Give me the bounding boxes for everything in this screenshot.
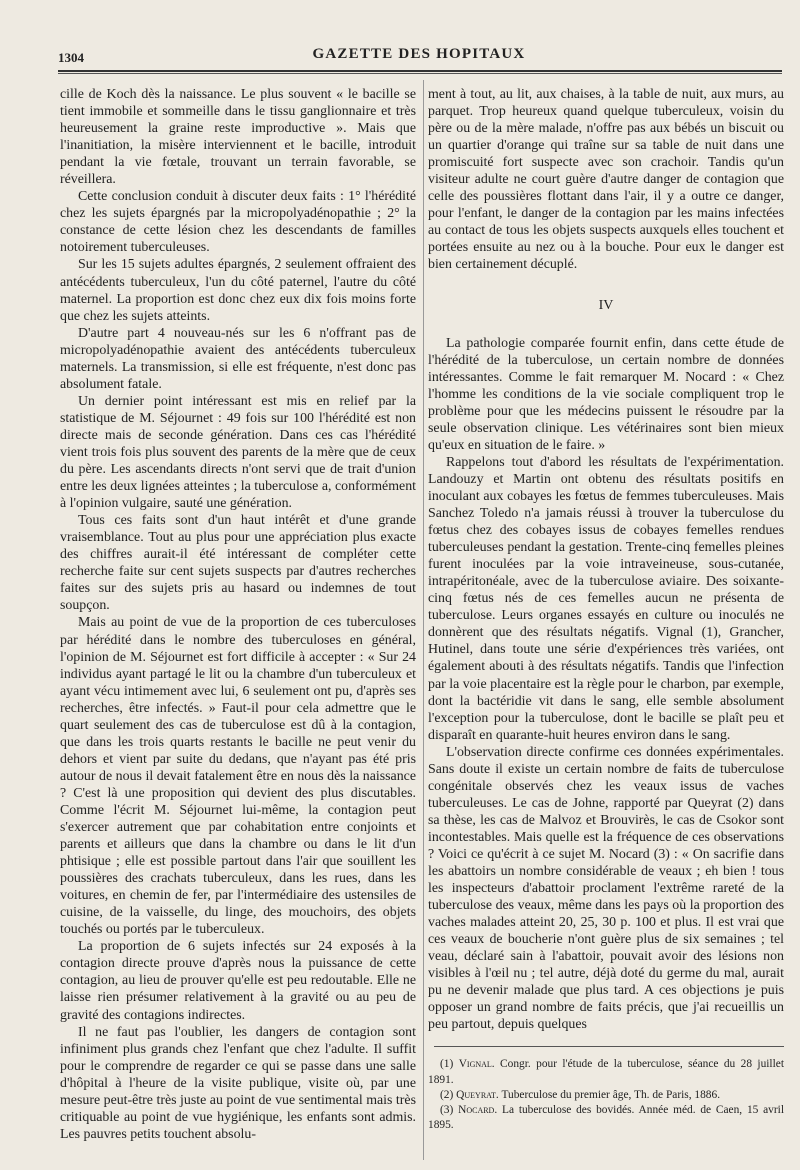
header-rule-thin <box>58 73 782 74</box>
footnote-text: La tuberculose des bovidés. Année méd. de Caen, 15 avril 1895. <box>428 1104 785 1132</box>
footnote-text: Congr. pour l'étude de la tuberculose, séance du 28 juillet 1891. <box>428 1058 784 1086</box>
footnote-number: (2) <box>440 1088 454 1101</box>
paragraph: Un dernier point intéressant est mis en relief par la statistique de M. Séjournet : 49 fois sur 100 l'hérédité est non directe mais de seconde génération. Dans ces cas l'hérédité vient trois fois plus souvent des parents de la mère que de ceux du père. Les ascendants directs n'ont servi que de trait d'union entre les deux lignées atteintes ; la tuberculose a, conformément à l'opinion vulgaire, sauté une génération. <box>60 393 416 512</box>
footnote-number: (3) <box>440 1104 454 1117</box>
footnote-author: Nocard. <box>458 1104 498 1117</box>
paragraph: Sur les 15 sujets adultes épargnés, 2 seulement offraient des antécédents tuberculeux, l'un du côté paternel, l'autre du côté maternel. La proportion est donc chez eux dix fois moins forte que chez les sujets atteints. <box>60 257 416 324</box>
paragraph: ment à tout, au lit, aux chaises, à la table de nuit, aux murs, au parquet. Trop heureux quand quelque tuberculeux, voisin du père ou de la mère malade, n'offre pas aux bébés un biscuit ou un quartier d'orange qui traîne sur sa table de nuit dans une promiscuité fort suspecte avec son crachoir. Tandis qu'un visiteur adulte ne court guère d'autre danger de contagion que celle des poussières flottant dans l'air, il y a outre ce danger, pour l'enfant, le danger de la contagion par les mains infectées au contact de tous les objets suspects auxquels elles touchent et portées ensuite au nez ou à la bouche. Pour eux le danger est bien certainement décuplé. <box>428 87 784 273</box>
paragraph: La proportion de 6 sujets infectés sur 24 exposés à la contagion directe prouve d'après nous la puissance de cette contagion, au lieu de prouver qu'elle est peu redoutable. Elle ne laisse rien présumer relativement à la gravité ou au peu de gravité des contagions indirectes. <box>60 939 416 1023</box>
running-title: GAZETTE DES HOPITAUX <box>312 46 526 62</box>
header-rule <box>58 70 782 72</box>
footnote-author: Queyrat. <box>456 1088 499 1101</box>
footnote <box>428 1088 784 1103</box>
left-column <box>60 86 416 1143</box>
paragraph: Mais au point de vue de la proportion de ces tuberculoses par hérédité dans le nombre des tuberculoses en général, l'opinion de M. Séjournet est fort difficile à accepter : « Sur 24 individus ayant partagé le lit ou la chambre d'un tuberculeux et ayant vécu intimement avec lui, 6 seulement ont pu, d'après ses recherches, être infectés. » Faut-il pour cela admettre que le quart seulement des cas de tuberculose est dû à la contagion, que dans les trois quarts restants le bacille ne peut venir du dehors et vient par suite du dedans, que n'ayant pas été pris autour de nous il devait fatalement être en nous dès la naissance ? C'est là une proposition qui devient des plus discutables. Comme l'écrit M. Séjournet lui-même, la contagion peut s'exercer autrement que par cohabitation entre conjoints et parents et ailleurs que dans la chambre ou dans le lit d'un phtisique ; elle est possible partout dans l'air que souillent les poussières des crachats tuberculeux, dans les rues, dans les voitures, en chemin de fer, par l'intermédiaire des ustensiles de cuisine, de la vaisselle, du linge, des mouchoirs, des objets touchés ou portés par le tuberculeux. <box>60 615 416 938</box>
paragraph: Cette conclusion conduit à discuter deux faits : 1° l'hérédité chez les sujets épargnés par la micropolyadénopathie ; 2° la constance de cette lésion chez les descendants de familles notoirement tuberculeuses. <box>60 189 416 256</box>
footnote <box>428 1057 784 1087</box>
page-header <box>58 44 780 68</box>
page-number: 1304 <box>58 50 84 65</box>
footnote-text: Tuberculose du premier âge, Th. de Paris, 1886. <box>501 1088 721 1101</box>
column-divider <box>423 80 424 1160</box>
paragraph: Il ne faut pas l'oublier, les dangers de contagion sont infiniment plus grands chez l'enfant que chez l'adulte. Il suffit pour le comprendre de regarder ce qui se passe dans une salle d'hôpital à l'heure de la visite publique, visite où, par une mesure peut-être très juste au point de vue sentimental mais très critiquable au point de vue hygiénique, les enfants sont admis. Les pauvres petits touchent absolu- <box>60 1024 416 1142</box>
footnote <box>428 1103 784 1133</box>
footnote-author: Vignal. <box>458 1058 495 1071</box>
paragraph: Tous ces faits sont d'un haut intérêt et d'une grande vraisemblance. Tout au plus pour une appréciation plus exacte des chiffres aurait-il été intéressant de compléter cette recherche faite sur cent sujets suspects par d'autres recherches faites sur des sujets pris au hasard ou indemnes de tout soupçon. <box>60 513 416 614</box>
footnotes <box>428 1057 784 1133</box>
paragraph: cille de Koch dès la naissance. Le plus souvent « le bacille se tient immobile et sommeille dans le tissu ganglionnaire et très heureusement la graine reste improductive ». Mais que l'inanitiation, la misère interviennent et le bacille, introduit pendant la vie fœtale, trouvant un terrain favorable, se réveillera. <box>60 87 416 188</box>
paragraph: Rappelons tout d'abord les résultats de l'expérimentation. Landouzy et Martin ont obtenu des résultats positifs en inoculant aux cobayes les fœtus de femmes tuberculeuses. Mais Sanchez Toledo n'a jamais réussi à trouver la tuberculose du fœtus chez des cobayes issus de cobayes femelles rendues tuberculeuses pendant la gestation. Trente-cinq femelles pleines furent inoculées par la voie intraveineuse, sous-cutanée, intrapéritonéale, avec de la tuberculose aviaire. Des soixante-cinq fœtus nés de ces femelles aucun ne présenta de tuberculose. Leurs organes essayés en culture ou inoculés ne donnèrent que des résultats négatifs. Vignal (1), Grancher, Hutinel, dans toute une série d'expériences très variées, ont également abouti à des résultats négatifs. Tandis que l'infection par la voie placentaire est la règle pour le charbon, par exemple, dont la bactéridie vit dans le sang, elle semble absolument l'exception pour la tuberculose, dont le bacille se plaît peu et disparaît en quarante-huit heures environ dans le sang. <box>428 454 784 743</box>
right-column <box>428 86 784 1134</box>
footnote-number: (1) <box>440 1058 454 1071</box>
footnote-rule <box>434 1046 784 1047</box>
paragraph: D'autre part 4 nouveau-nés sur les 6 n'offrant pas de micropolyadénopathie avaient des antécédents tuberculeux maternels. La transmission, si elle est fréquente, n'est donc pas absolument fatale. <box>60 325 416 392</box>
paragraph: L'observation directe confirme ces données expérimentales. Sans doute il existe un certain nombre de faits de tuberculose congénitale observés chez les veaux issus de vaches tuberculeuses. Le cas de Johne, rapporté par Queyrat (2) dans sa thèse, les cas de Malvoz et Brouvirès, le cas de Csokor sont incontestables. Mais quelle est la fréquence de ces observations ? Voici ce qu'écrit à ce sujet M. Nocard (3) : « On sacrifie dans les abattoirs un nombre considérable de veaux ; eh bien ! tous les inspecteurs d'abattoir proclament l'extrême rareté de la tuberculose des veaux, même dans les pays où la proportion des vaches malades atteint 20, 25, 30 p. 100 et plus. Il est vrai que ces veaux de boucherie n'ont guère plus de six semaines ; tel veau, déclaré sain à l'abattoir, pouvait avoir des lésions non visibles à l'œil nu ; tel autre, déjà doté du germe du mal, aurait pu ne devenir malade que plus tard. A ces objections je puis opposer un grand nombre de faits précis, que j'ai recueillis un peu partout, depuis quelques <box>428 744 784 1033</box>
section-heading: IV <box>598 297 614 313</box>
paragraph: La pathologie comparée fournit enfin, dans cette étude de l'hérédité de la tuberculose, un certain nombre de données intéressantes. Comme le fait remarquer M. Nocard : « Chez l'homme les conditions de la vie sociale compliquent trop le problème pour que les médecins puissent le résoudre par la seule observation clinique. Les vétérinaires sont bien mieux qu'eux en situation de le faire. » <box>428 335 784 453</box>
